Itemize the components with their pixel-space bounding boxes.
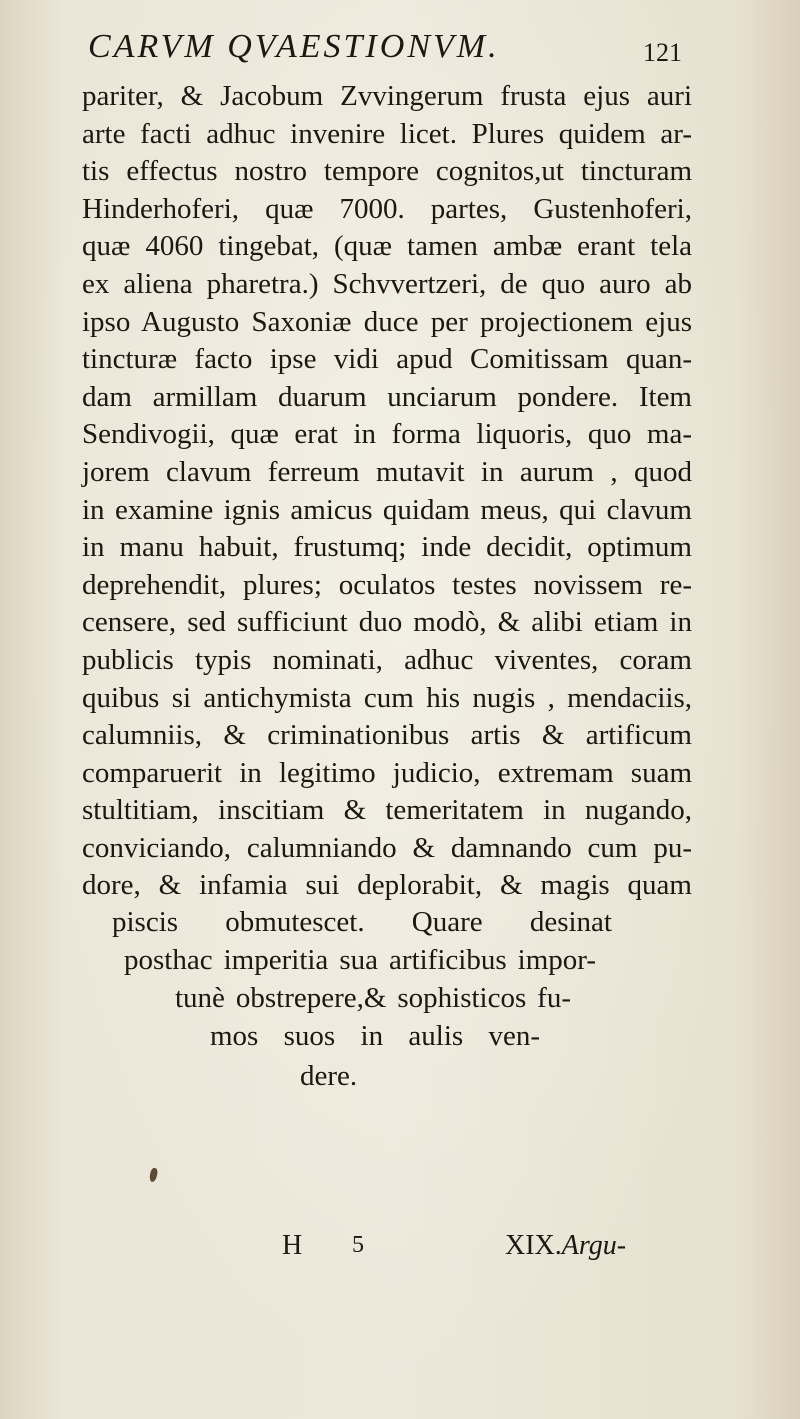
text-line: dam armillam duarum unciarum pondere. Item bbox=[82, 380, 692, 413]
catchword bbox=[505, 1230, 626, 1262]
signature-mark: H bbox=[282, 1230, 303, 1261]
text-line: quæ 4060 tingebat, (quæ tamen ambæ erant tela bbox=[82, 230, 692, 263]
text-line: censere, sed sufficiunt duo modò, & alibi etiam in bbox=[82, 606, 692, 639]
text-line: tincturæ facto ipse vidi apud Comitissam quan- bbox=[82, 343, 692, 376]
text-line: Sendivogii, quæ erat in forma liquoris, quo ma- bbox=[82, 418, 692, 451]
text-line: deprehendit, plures; oculatos testes novissem re- bbox=[82, 568, 692, 601]
text-line: Hinderhoferi, quæ 7000. partes, Gustenhoferi, bbox=[82, 192, 692, 225]
text-line: quibus si antichymista cum his nugis , mendaciis, bbox=[82, 681, 692, 714]
tail-line: dere. bbox=[300, 1060, 358, 1092]
tail-line: mos suos in aulis ven- bbox=[210, 1020, 540, 1052]
running-head: CARVM QVAESTIONVM. bbox=[88, 28, 500, 65]
text-line: arte facti adhuc invenire licet. Plures quidem ar- bbox=[82, 117, 692, 150]
ink-blot bbox=[149, 1167, 159, 1182]
text-line: jorem clavum ferreum mutavit in aurum , quod bbox=[82, 455, 692, 488]
body-text bbox=[82, 78, 692, 905]
page-number: 121 bbox=[643, 38, 682, 67]
catchword-prefix: XIX. bbox=[505, 1230, 562, 1261]
tail-line: posthac imperitia sua artificibus impor- bbox=[124, 944, 596, 976]
text-line: pariter, & Jacobum Zvvingerum frusta ejus auri bbox=[82, 80, 692, 112]
signature-number: 5 bbox=[352, 1232, 364, 1258]
text-line: publicis typis nominati, adhuc viventes, coram bbox=[82, 643, 692, 676]
text-line: calumniis, & criminationibus artis & artificum bbox=[82, 719, 692, 752]
text-line: tis effectus nostro tempore cognitos,ut tincturam bbox=[82, 155, 692, 188]
text-line: in examine ignis amicus quidam meus, qui clavum bbox=[82, 493, 692, 526]
catchword-italic: Argu- bbox=[561, 1230, 627, 1261]
text-line: dore, & infamia sui deplorabit, & magis quam bbox=[82, 869, 692, 902]
tail-line: tunè obstrepere,& sophisticos fu- bbox=[175, 982, 571, 1014]
text-line: ipso Augusto Saxoniæ duce per projectionem ejus bbox=[82, 305, 692, 338]
tail-line: piscis obmutescet. Quare desinat bbox=[112, 906, 612, 938]
text-line: in manu habuit, frustumq; inde decidit, optimum bbox=[82, 531, 692, 564]
page-header bbox=[88, 28, 688, 78]
text-line: conviciando, calumniando & damnando cum pu- bbox=[82, 831, 692, 864]
text-line: comparuerit in legitimo judicio, extremam suam bbox=[82, 756, 692, 789]
page-footer bbox=[0, 1230, 800, 1280]
text-line: stultitiam, inscitiam & temeritatem in nugando, bbox=[82, 794, 692, 827]
text-line: ex aliena pharetra.) Schvvertzeri, de quo auro ab bbox=[82, 267, 692, 300]
